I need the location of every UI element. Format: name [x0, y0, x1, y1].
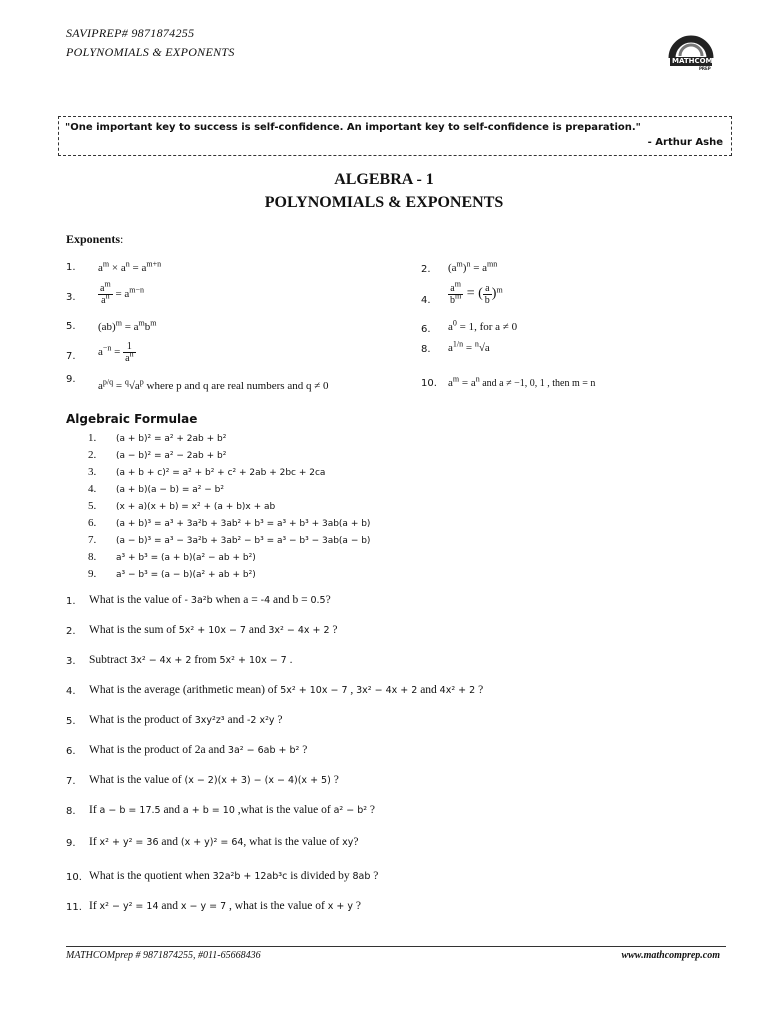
page-subtitle: POLYNOMIALS & EXPONENTS — [264, 194, 504, 211]
exponent-rule-7: $a^{-n}$ = $\frac{1}{a^n}$ — [98, 341, 134, 364]
rule-number: 2. — [421, 264, 431, 275]
header-line-2: POLYNOMIALS & EXPONENTS — [66, 45, 235, 59]
exponent-rule-2: $(a^m)^n = a^{mn}$ — [448, 259, 498, 274]
formula-item: 1. (a + b)² = a² + 2ab + b² — [88, 432, 227, 444]
quote-box — [58, 116, 732, 156]
rule-number: 1. — [66, 262, 76, 273]
rule-number: 3. — [66, 292, 76, 303]
formula-item: 7. (a − b)³ = a³ − 3a²b + 3ab² − b³ = a³ − b³ − 3ab(a − b) — [88, 534, 371, 546]
footer-website: www.mathcomprep.com — [621, 950, 720, 961]
formula-item: 9. a³ − b³ = (a − b)(a² + ab + b²) — [88, 568, 256, 580]
footer-divider — [66, 946, 726, 947]
formula-item: 6. (a + b)³ = a³ + 3a²b + 3ab² + b³ = a³ + b³ + 3ab(a + b) — [88, 517, 371, 529]
exponent-rule-4: $\frac{a^m}{b^m}$ = ( $\frac{a}{b}$ )$^m$ — [450, 279, 503, 306]
exponent-rule-5: $(ab)^m = a^mb^m$ — [98, 318, 157, 333]
exponent-rule-9: $a^{p/q} = ^q√a^p$ where p and q are real numbers and q ≠ 0 — [98, 377, 329, 392]
rule-number: 9. — [66, 374, 76, 385]
quote-author: - Arthur Ashe — [647, 137, 723, 148]
page-title: ALGEBRA - 1 — [334, 171, 434, 188]
rule-number: 5. — [66, 321, 76, 332]
mathcom-logo — [666, 28, 716, 72]
exponent-rule-3: $\frac{a^m}{a^n}$ = $a^{m-n}$ — [100, 279, 145, 306]
algebraic-formulae-heading: Algebraic Formulae — [66, 412, 198, 426]
rule-number: 4. — [421, 295, 431, 306]
exponent-rule-10: $a^m = a^n$ and a ≠ −1, 0, 1 , then m = n — [448, 374, 596, 389]
header-line-1: SAVIPREP# 9871874255 — [66, 26, 195, 40]
logo-subtext: PREP — [699, 66, 711, 71]
formula-item: 2. (a − b)² = a² − 2ab + b² — [88, 449, 227, 461]
formula-item: 3. (a + b + c)² = a² + b² + c² + 2ab + 2bc + 2ca — [88, 466, 326, 478]
quote-text: "One important key to success is self-confidence. An important key to self-confidence is preparation." — [65, 122, 641, 133]
formula-list — [88, 428, 370, 581]
rule-number: 7. — [66, 351, 76, 362]
exponent-rule-8: $a^{1/n} = ^n√a$ — [448, 339, 490, 354]
exponent-rule-1: $a^m \times a^n = a^{m+n}$ — [98, 259, 162, 274]
footer-contact: MATHCOMprep # 9871874255, #011-65668436 — [66, 950, 261, 961]
formula-item: 8. a³ + b³ = (a + b)(a² − ab + b²) — [88, 551, 256, 563]
exponents-heading: Exponents: — [66, 232, 124, 246]
formula-item: 4. (a + b)(a − b) = a² − b² — [88, 483, 224, 495]
formula-item: 5. (x + a)(x + b) = x² + (a + b)x + ab — [88, 500, 276, 512]
rule-number: 10. — [421, 378, 437, 389]
exponent-rule-6: $a^0 = 1$, for a ≠ 0 — [448, 318, 518, 333]
rule-number: 8. — [421, 344, 431, 355]
logo-text: MATHCOM — [672, 57, 713, 65]
rule-number: 6. — [421, 324, 431, 335]
